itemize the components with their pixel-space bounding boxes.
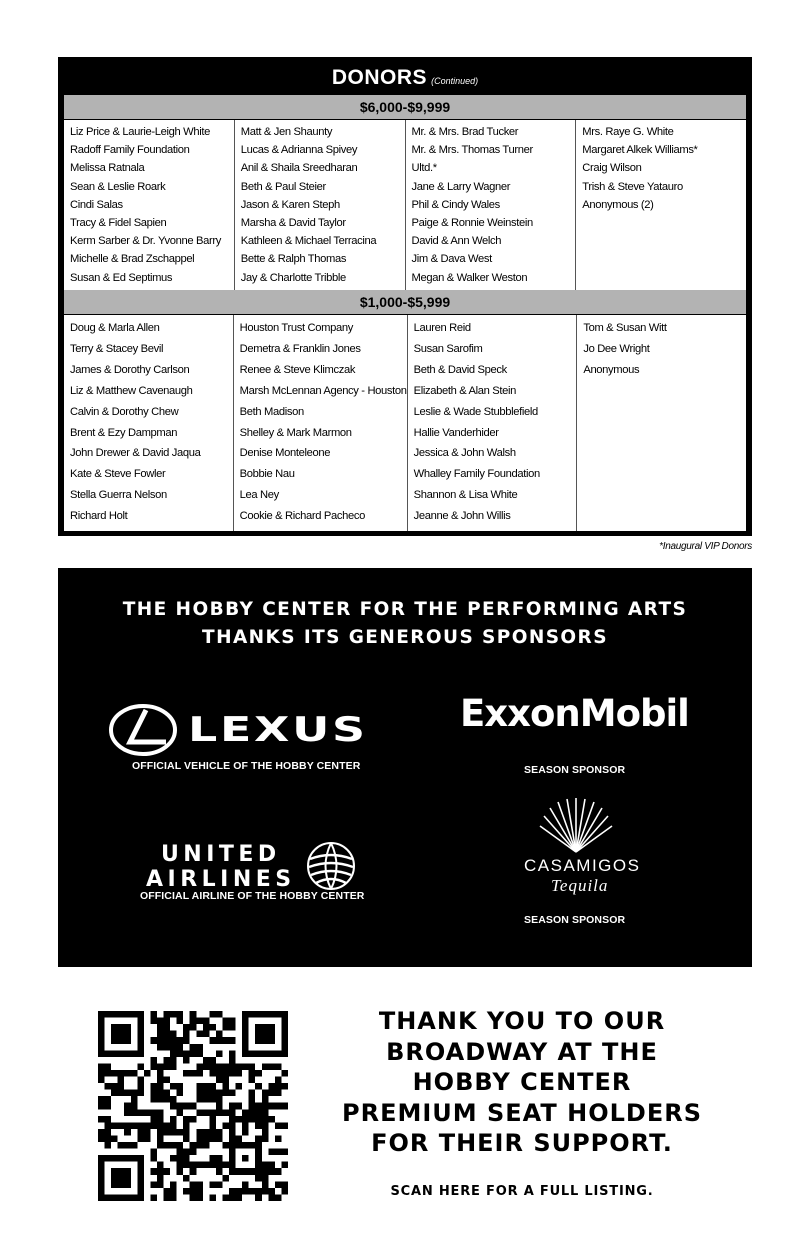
donor-name: Terry & Stacey Bevil bbox=[70, 342, 164, 355]
united-globe-icon bbox=[306, 841, 356, 891]
exxon-caption: SEASON SPONSOR bbox=[524, 764, 626, 776]
sponsors-heading-line1: THE HOBBY CENTER FOR THE PERFORMING ARTS bbox=[122, 599, 688, 620]
donor-column bbox=[64, 315, 233, 531]
lexus-emblem-icon bbox=[108, 702, 178, 758]
lexus-logo bbox=[108, 702, 398, 762]
donor-name: Elizabeth & Alan Stein bbox=[413, 384, 517, 397]
continued-label: (Continued) bbox=[431, 76, 479, 86]
donor-name: Jeanne & John Willis bbox=[413, 510, 511, 523]
donor-name: Lauren Reid bbox=[413, 322, 471, 334]
donor-name: Shannon & Lisa White bbox=[413, 489, 518, 502]
sponsors-panel bbox=[58, 568, 752, 967]
donor-name: Demetra & Franklin Jones bbox=[239, 342, 361, 355]
qr-code-icon[interactable] bbox=[98, 1011, 288, 1201]
donor-name: Houston Trust Company bbox=[239, 322, 353, 334]
donor-name: Radoff Family Foundation bbox=[70, 144, 190, 157]
donor-name: Stella Guerra Nelson bbox=[70, 489, 167, 502]
donor-name: Mr. & Mrs. Thomas Turner bbox=[411, 144, 533, 157]
donors-table bbox=[58, 57, 752, 536]
casamigos-tequila: Tequila bbox=[551, 876, 609, 895]
donor-column bbox=[405, 120, 576, 290]
sponsors-heading-line2: THANKS ITS GENEROUS SPONSORS bbox=[202, 627, 608, 648]
donor-name: Sean & Leslie Roark bbox=[70, 180, 166, 193]
donor-name: Bobbie Nau bbox=[239, 468, 295, 481]
united-wordmark bbox=[146, 842, 296, 892]
donor-name: Margaret Alkek Williams* bbox=[582, 144, 698, 157]
donor-name: Jay & Charlotte Tribble bbox=[240, 271, 346, 284]
donor-name: Michelle & Brad Zschappel bbox=[70, 253, 195, 266]
donor-name: Mrs. Raye G. White bbox=[582, 126, 674, 138]
united-line2: AIRLINES bbox=[146, 867, 296, 892]
donor-name: Craig Wilson bbox=[582, 162, 642, 175]
donor-name: Susan & Ed Septimus bbox=[70, 271, 173, 284]
donor-name: Brent & Ezy Dampman bbox=[70, 426, 178, 439]
casamigos-caption: SEASON SPONSOR bbox=[524, 914, 626, 926]
donor-name: Hallie Vanderhider bbox=[413, 426, 499, 439]
donor-name: Bette & Ralph Thomas bbox=[240, 253, 347, 266]
donor-column bbox=[64, 120, 234, 290]
donor-name: Jim & Dava West bbox=[411, 253, 492, 266]
donor-name: Leslie & Wade Stubblefield bbox=[413, 405, 538, 418]
donor-name: Jo Dee Wright bbox=[583, 342, 650, 355]
tier-header-6000: $6,000-$9,999 bbox=[64, 95, 746, 120]
donor-name: Renee & Steve Klimczak bbox=[239, 363, 356, 376]
donor-column bbox=[233, 315, 407, 531]
donor-name: Tracy & Fidel Sapien bbox=[70, 217, 167, 230]
thank-you-line: BROADWAY AT THE bbox=[386, 1037, 658, 1066]
donor-name: Whalley Family Foundation bbox=[413, 468, 540, 481]
tier-header-1000: $1,000-$5,999 bbox=[64, 290, 746, 315]
casamigos-wordmark: CASAMIGOS bbox=[524, 856, 641, 875]
donor-name: Jason & Karen Steph bbox=[240, 198, 340, 211]
donor-name: Anil & Shaila Sreedharan bbox=[240, 162, 358, 175]
donor-name: Phil & Cindy Wales bbox=[411, 198, 500, 211]
donor-name: Anonymous bbox=[583, 363, 640, 376]
donor-name: Anonymous (2) bbox=[582, 198, 654, 211]
sponsors-heading bbox=[58, 596, 752, 652]
donor-name: David & Ann Welch bbox=[411, 235, 502, 248]
donor-name: Liz & Matthew Cavenaugh bbox=[70, 384, 193, 397]
agave-icon bbox=[536, 798, 616, 854]
donor-name: Matt & Jen Shaunty bbox=[240, 126, 333, 138]
lexus-wordmark: LEXUS bbox=[188, 710, 368, 750]
donor-name: Trish & Steve Yatauro bbox=[582, 180, 683, 193]
donor-name: Kerm Sarber & Dr. Yvonne Barry bbox=[70, 235, 221, 248]
donor-name: Shelley & Mark Marmon bbox=[239, 426, 352, 439]
donor-name: Liz Price & Laurie-Leigh White bbox=[70, 126, 210, 138]
donor-name: John Drewer & David Jaqua bbox=[70, 447, 201, 460]
donor-name: Beth & Paul Steier bbox=[240, 180, 326, 193]
donor-column bbox=[576, 315, 746, 531]
donor-name: Marsh McLennan Agency - Houston bbox=[239, 384, 407, 397]
donor-name: Kathleen & Michael Terracina bbox=[240, 235, 377, 248]
united-line1: UNITED bbox=[160, 842, 281, 867]
vip-footnote: *Inaugural VIP Donors bbox=[659, 541, 752, 552]
donor-column bbox=[407, 315, 577, 531]
thank-you-line: FOR THEIR SUPPORT. bbox=[371, 1129, 673, 1157]
donor-name: Richard Holt bbox=[70, 510, 128, 523]
donor-name: Cookie & Richard Pacheco bbox=[239, 510, 365, 523]
donor-name: Marsha & David Taylor bbox=[240, 217, 346, 230]
tier-body-6000 bbox=[64, 120, 746, 290]
thank-you-line: HOBBY CENTER bbox=[412, 1068, 632, 1096]
donor-name: James & Dorothy Carlson bbox=[70, 363, 190, 376]
donor-column bbox=[234, 120, 405, 290]
exxonmobil-wordmark: ExxonMobil bbox=[460, 692, 689, 735]
donor-name: Kate & Steve Fowler bbox=[70, 468, 166, 481]
donor-name: Tom & Susan Witt bbox=[583, 322, 667, 334]
united-caption: OFFICIAL AIRLINE OF THE HOBBY CENTER bbox=[140, 890, 365, 902]
donor-name: Doug & Marla Allen bbox=[70, 322, 160, 334]
lexus-caption: OFFICIAL VEHICLE OF THE HOBBY CENTER bbox=[132, 760, 361, 772]
donor-name: Melissa Ratnala bbox=[70, 162, 145, 175]
donor-name: Denise Monteleone bbox=[239, 447, 331, 460]
donor-name: Megan & Walker Weston bbox=[411, 271, 528, 284]
donor-name: Ultd.* bbox=[411, 162, 437, 175]
donor-name: Jane & Larry Wagner bbox=[411, 180, 511, 193]
donor-name: Beth & David Speck bbox=[413, 363, 507, 376]
donor-name: Calvin & Dorothy Chew bbox=[70, 405, 179, 418]
scan-instruction: SCAN HERE FOR A FULL LISTING. bbox=[390, 1184, 654, 1199]
donors-title-text: DONORS bbox=[331, 66, 428, 89]
donor-name: Susan Sarofim bbox=[413, 342, 483, 355]
donor-name: Jessica & John Walsh bbox=[413, 447, 516, 460]
donor-name: Cindi Salas bbox=[70, 198, 123, 211]
thank-you-line: PREMIUM SEAT HOLDERS bbox=[342, 1098, 702, 1127]
donor-name: Beth Madison bbox=[239, 405, 304, 418]
donors-title bbox=[62, 61, 748, 95]
donor-name: Paige & Ronnie Weinstein bbox=[411, 217, 533, 230]
donor-column bbox=[575, 120, 746, 290]
donor-name: Lucas & Adrianna Spivey bbox=[240, 144, 358, 157]
thank-you-line: THANK YOU TO OUR bbox=[378, 1007, 666, 1035]
donor-name: Mr. & Mrs. Brad Tucker bbox=[411, 126, 519, 138]
thank-you-message bbox=[310, 1006, 734, 1159]
tier-body-1000 bbox=[64, 315, 746, 531]
donor-name: Lea Ney bbox=[239, 489, 279, 502]
